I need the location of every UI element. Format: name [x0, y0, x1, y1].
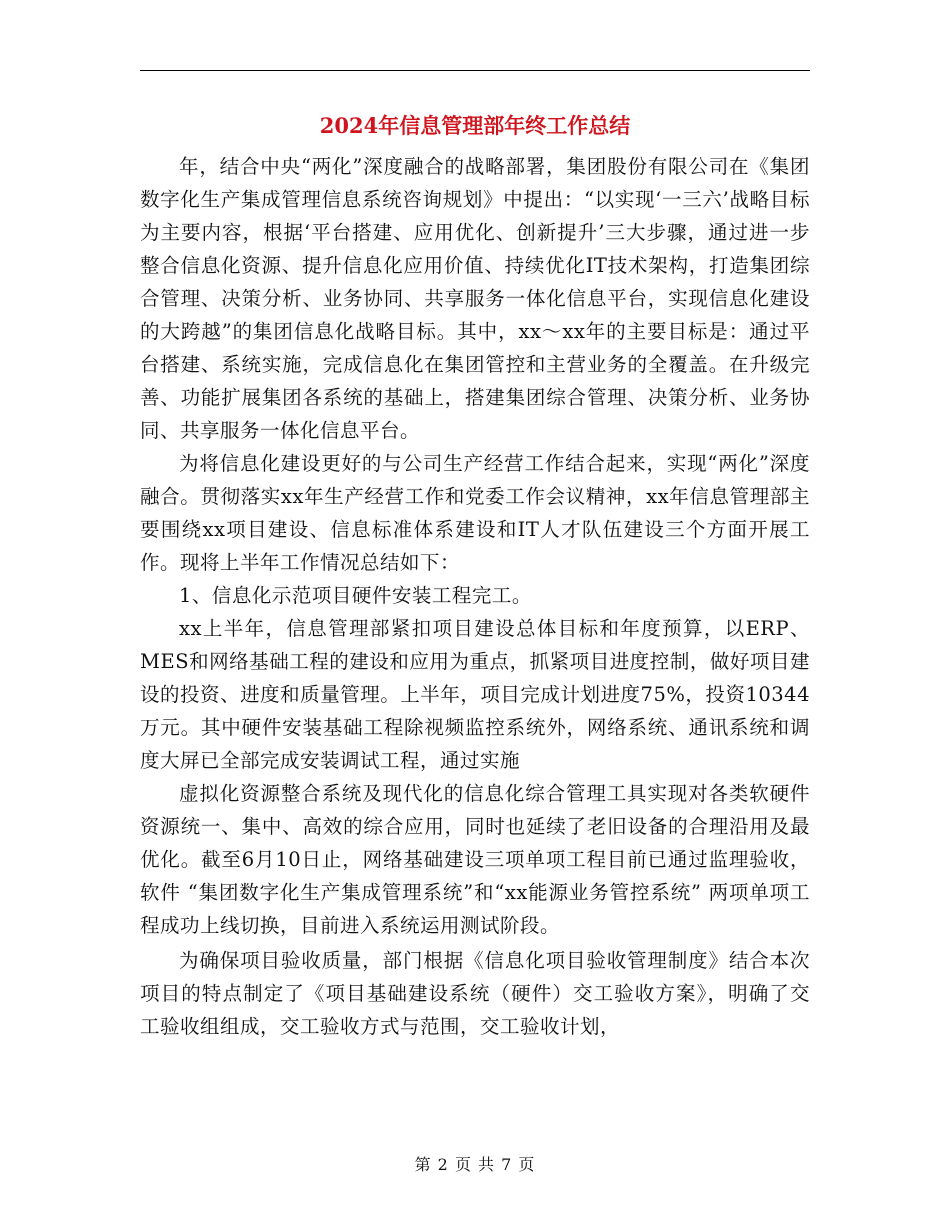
document-body	[140, 150, 810, 1043]
page-footer: 第 2 页 共 7 页	[414, 1155, 536, 1174]
paragraph-3: 1、信息化示范项目硬件安装工程完工。	[179, 584, 532, 607]
document-title: 2024年信息管理部年终工作总结	[319, 113, 631, 138]
header-rule	[140, 70, 810, 71]
paragraph-4: xx上半年，信息管理部紧扣项目建设总体目标和年度预算，以ERP、MES和网络基础工程的建设和应用为重点，抓紧项目进度控制，做好项目建设的投资、进度和质量管理。上半年，项目完成计划进度75%，投资10344万元。其中硬件安装基础工程除视频监控系统外，网络系统、通讯系统和调度大屏已全部完成安装调试工程，通过实施	[140, 617, 810, 772]
paragraph-1: 年，结合中央“两化”深度融合的战略部署，集团股份有限公司在《集团数字化生产集成管理信息系统咨询规划》中提出：“以实现‘一三六’战略目标为主要内容，根据‘平台搭建、应用优化、创新提升’三大步骤，通过进一步整合信息化资源、提升信息化应用价值、持续优化IT技术架构，打造集团综合管理、决策分析、业务协同、共享服务一体化信息平台，实现信息化建设的大跨越”的集团信息化战略目标。其中，xx～xx年的主要目标是：通过平台搭建、系统实施，完成信息化在集团管控和主营业务的全覆盖。在升级完善、功能扩展集团各系统的基础上，搭建集团综合管理、决策分析、业务协同、共享服务一体化信息平台。	[140, 155, 810, 442]
paragraph-6: 为确保项目验收质量，部门根据《信息化项目验收管理制度》结合本次项目的特点制定了《项目基础建设系统（硬件）交工验收方案》，明确了交工验收组组成，交工验收方式与范围，交工验收计划，	[140, 949, 810, 1038]
paragraph-5: 虚拟化资源整合系统及现代化的信息化综合管理工具实现对各类软硬件资源统一、集中、高效的综合应用，同时也延续了老旧设备的合理沿用及最优化。截至6月10日止，网络基础建设三项单项工程目前已通过监理验收，软件 “集团数字化生产集成管理系统”和“xx能源业务管控系统” 两项单项工程成功上线切换，目前进入系统运用测试阶段。	[140, 782, 810, 937]
paragraph-2: 为将信息化建设更好的与公司生产经营工作结合起来，实现“两化”深度融合。贯彻落实xx年生产经营工作和党委工作会议精神，xx年信息管理部主要围绕xx项目建设、信息标准体系建设和IT人才队伍建设三个方面开展工作。现将上半年工作情况总结如下：	[140, 452, 810, 574]
